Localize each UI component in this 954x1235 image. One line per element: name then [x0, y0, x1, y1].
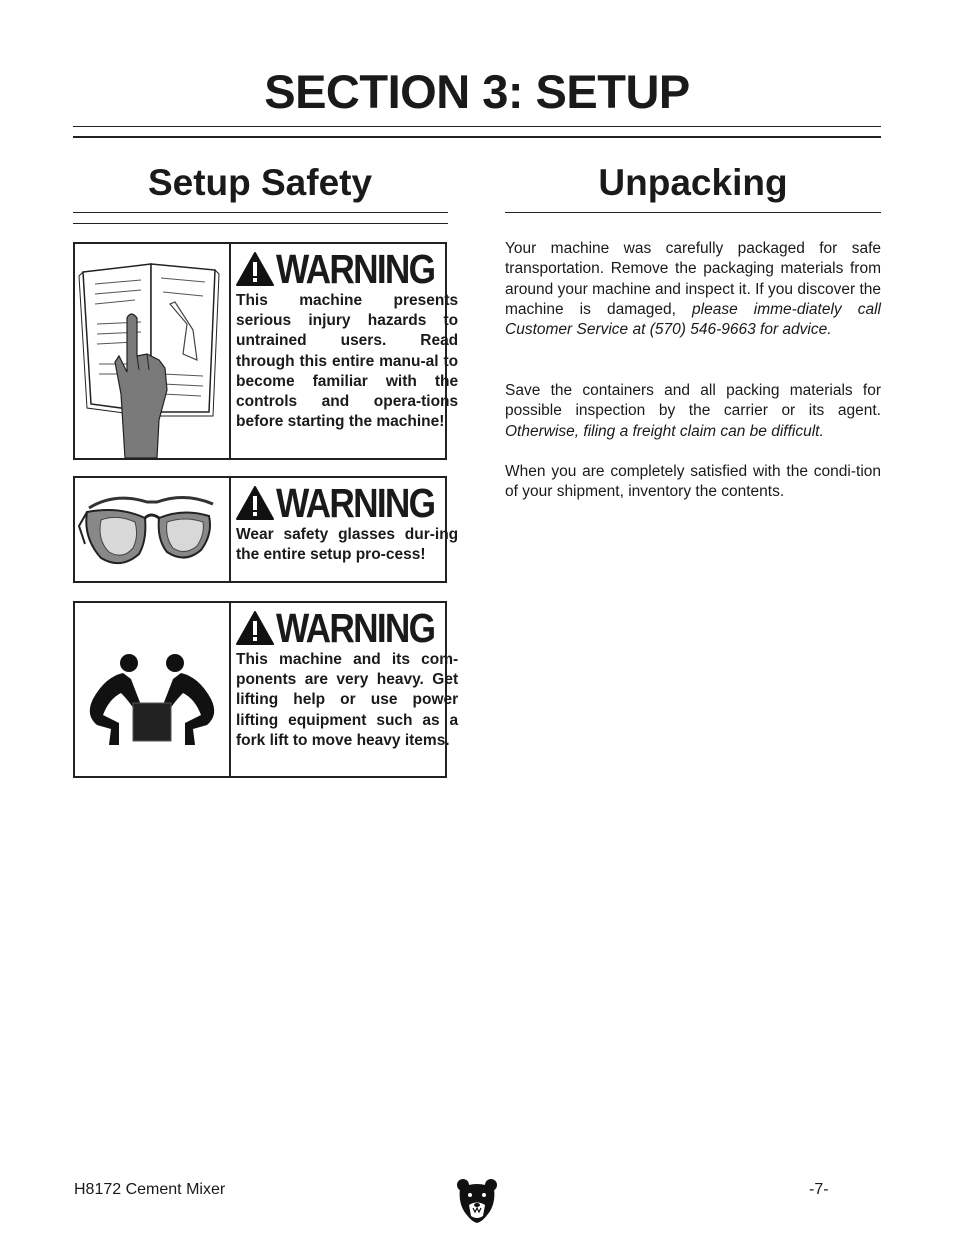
title-rule-bottom — [73, 136, 881, 138]
read-manual-icon — [75, 244, 231, 458]
warning-header — [236, 606, 460, 650]
unpacking-rule — [505, 212, 881, 213]
warning-triangle-icon — [236, 485, 274, 521]
paragraph-text: Your machine was carefully packaged for safe transportation. Remove the packaging materials from around your machine and inspect it. If you discover the machine is damaged, — [505, 240, 881, 318]
paragraph-italic-text: Otherwise, filing a freight claim can be difficult. — [505, 422, 824, 440]
warning-header — [236, 481, 460, 525]
grizzly-bear-logo-icon — [456, 1178, 498, 1229]
warning-box-heavy-lift — [73, 601, 459, 778]
warning-triangle-icon — [236, 251, 274, 287]
warning-text: This machine and its com-ponents are very heavy. Get lifting help or use power lifting equipment such as a fork lift to move heavy items. — [236, 651, 459, 749]
setup-safety-heading: Setup Safety — [147, 162, 373, 203]
warning-text: This machine presents serious injury hazards to untrained users. Read through this entire manu-al to become familiar with the controls and opera-tions before starting the machine! — [236, 292, 459, 431]
warning-label: WARNING — [276, 480, 435, 526]
unpacking-paragraph — [505, 239, 881, 340]
unpacking-paragraph — [505, 462, 881, 503]
safety-glasses-icon — [75, 478, 231, 581]
section-title: SECTION 3: SETUP — [264, 65, 690, 118]
warning-header — [236, 247, 460, 291]
unpacking-heading: Unpacking — [598, 162, 788, 203]
paragraph-italic-text: please imme-diately call Customer Service at (570) 546-9663 for advice. — [505, 300, 881, 339]
setup-safety-rule-top — [73, 212, 448, 213]
footer-model: H8172 Cement Mixer — [74, 1181, 226, 1198]
setup-safety-rule-bottom — [73, 223, 448, 224]
paragraph-text: When you are completely satisfied with the condi-tion of your shipment, inventory the contents. — [505, 463, 881, 501]
warning-triangle-icon — [236, 610, 274, 646]
warning-label: WARNING — [276, 246, 435, 292]
warning-box-safety-glasses — [73, 476, 459, 583]
two-person-lift-icon — [75, 603, 231, 776]
warning-label: WARNING — [276, 605, 435, 651]
warning-box-read-manual — [73, 242, 459, 460]
page-number: -7- — [809, 1181, 829, 1198]
unpacking-paragraph — [505, 381, 881, 442]
paragraph-text: Save the containers and all packing materials for possible inspection by the carrier or its agent. — [505, 382, 881, 420]
title-rule-top — [73, 126, 881, 127]
warning-text: Wear safety glasses dur-ing the entire setup pro-cess! — [236, 526, 459, 564]
